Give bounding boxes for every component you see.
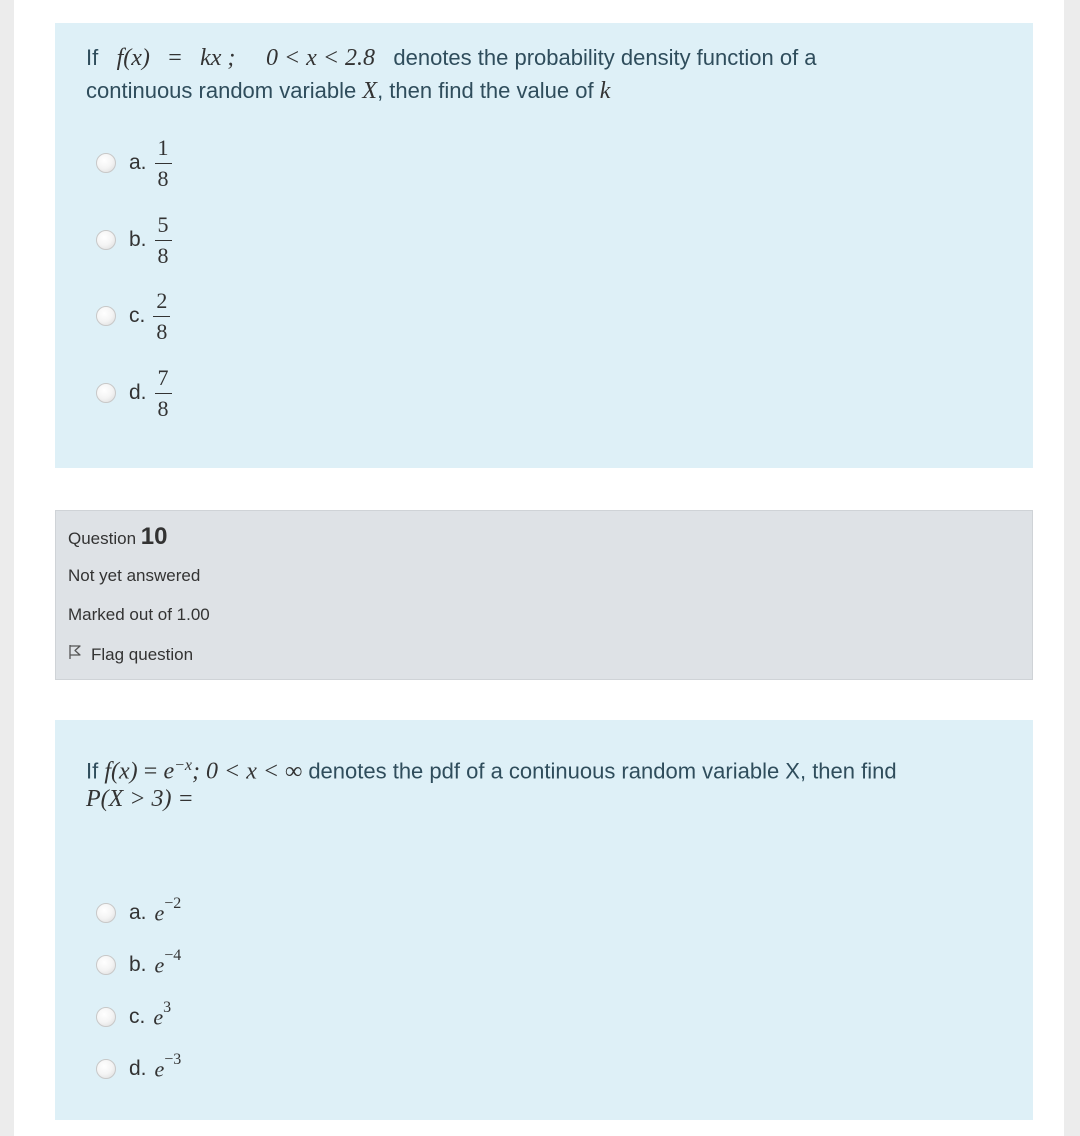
denominator: 8	[157, 395, 169, 421]
flag-question-label[interactable]: Flag question	[91, 644, 194, 664]
math-equals: =	[143, 758, 158, 785]
math-f-of-x: f(x)	[116, 45, 150, 71]
option-letter: d.	[129, 381, 147, 404]
math-equals: =	[168, 45, 182, 71]
option-d[interactable]	[96, 363, 172, 423]
radio-button[interactable]	[96, 230, 116, 250]
math-range: ; 0 < x < ∞	[192, 758, 303, 785]
text-find: , then find the value of	[377, 78, 594, 103]
math-base: e	[163, 758, 175, 785]
radio-button[interactable]	[96, 306, 116, 326]
denominator: 8	[157, 165, 169, 191]
option-letter: d.	[129, 1057, 147, 1080]
option-value	[154, 1051, 182, 1082]
radio-button[interactable]	[96, 153, 116, 173]
option-c[interactable]	[96, 286, 170, 346]
denominator: 8	[156, 318, 168, 344]
flag-icon[interactable]	[68, 644, 82, 665]
question-status: Not yet answered	[68, 566, 201, 585]
question-9-content	[55, 23, 1033, 468]
option-b[interactable]	[96, 935, 181, 995]
exp-base: e	[154, 900, 165, 926]
exp-power: −2	[164, 895, 182, 913]
exp-base: e	[154, 1056, 165, 1082]
option-letter: c.	[129, 1005, 146, 1028]
math-range: 0 < x < 2.8	[265, 45, 376, 71]
question-heading	[68, 523, 167, 551]
option-letter: c.	[129, 304, 146, 327]
fraction	[155, 213, 172, 268]
radio-button[interactable]	[96, 903, 116, 923]
numerator: 7	[155, 366, 172, 394]
math-f-of-x: f(x)	[104, 758, 138, 785]
text-continuous: continuous random variable	[86, 78, 357, 103]
fraction	[153, 289, 170, 344]
question-number: 10	[140, 523, 168, 550]
option-a[interactable]	[96, 133, 172, 193]
denominator: 8	[157, 242, 169, 268]
option-d[interactable]	[96, 1039, 181, 1099]
question-10-content	[55, 720, 1033, 1120]
text-denotes: denotes the pdf of a continuous random variable X, then find	[308, 758, 897, 784]
radio-button[interactable]	[96, 1007, 116, 1027]
exp-base: e	[154, 952, 165, 978]
numerator: 1	[155, 136, 172, 164]
exp-power: −3	[164, 1051, 182, 1069]
exp-base: e	[153, 1004, 164, 1030]
math-exponent: −x	[174, 757, 193, 774]
question-grade: Marked out of 1.00	[68, 605, 210, 624]
option-letter: b.	[129, 228, 147, 251]
question-10-text-line1	[86, 749, 897, 788]
numerator: 5	[155, 213, 172, 241]
text-if: If	[86, 45, 99, 70]
question-9-text-line1	[86, 41, 817, 75]
radio-button[interactable]	[96, 383, 116, 403]
option-b[interactable]	[96, 210, 172, 270]
math-var-k: k	[599, 78, 611, 104]
page	[14, 0, 1064, 1136]
question-10-text-line2	[86, 782, 194, 816]
text-denotes: denotes the probability density function of a	[393, 45, 817, 70]
text-if: If	[86, 758, 99, 784]
option-value	[154, 895, 182, 926]
question-10-info	[55, 510, 1033, 680]
option-letter: a.	[129, 901, 147, 924]
question-label: Question	[68, 529, 137, 548]
radio-button[interactable]	[96, 1059, 116, 1079]
fraction	[155, 136, 172, 191]
option-c[interactable]	[96, 987, 171, 1047]
exp-power: 3	[163, 999, 172, 1017]
exp-power: −4	[164, 947, 182, 965]
numerator: 2	[153, 289, 170, 317]
math-var-x: X	[362, 78, 378, 104]
math-probability: P(X > 3) =	[86, 786, 194, 812]
flag-question-link[interactable]	[68, 644, 193, 665]
option-value	[154, 947, 182, 978]
fraction	[155, 366, 172, 421]
radio-button[interactable]	[96, 955, 116, 975]
option-value	[153, 999, 172, 1030]
question-9-text-line2	[86, 74, 610, 108]
option-letter: a.	[129, 151, 147, 174]
math-kx: kx ;	[200, 45, 236, 71]
option-a[interactable]	[96, 883, 181, 943]
option-letter: b.	[129, 953, 147, 976]
